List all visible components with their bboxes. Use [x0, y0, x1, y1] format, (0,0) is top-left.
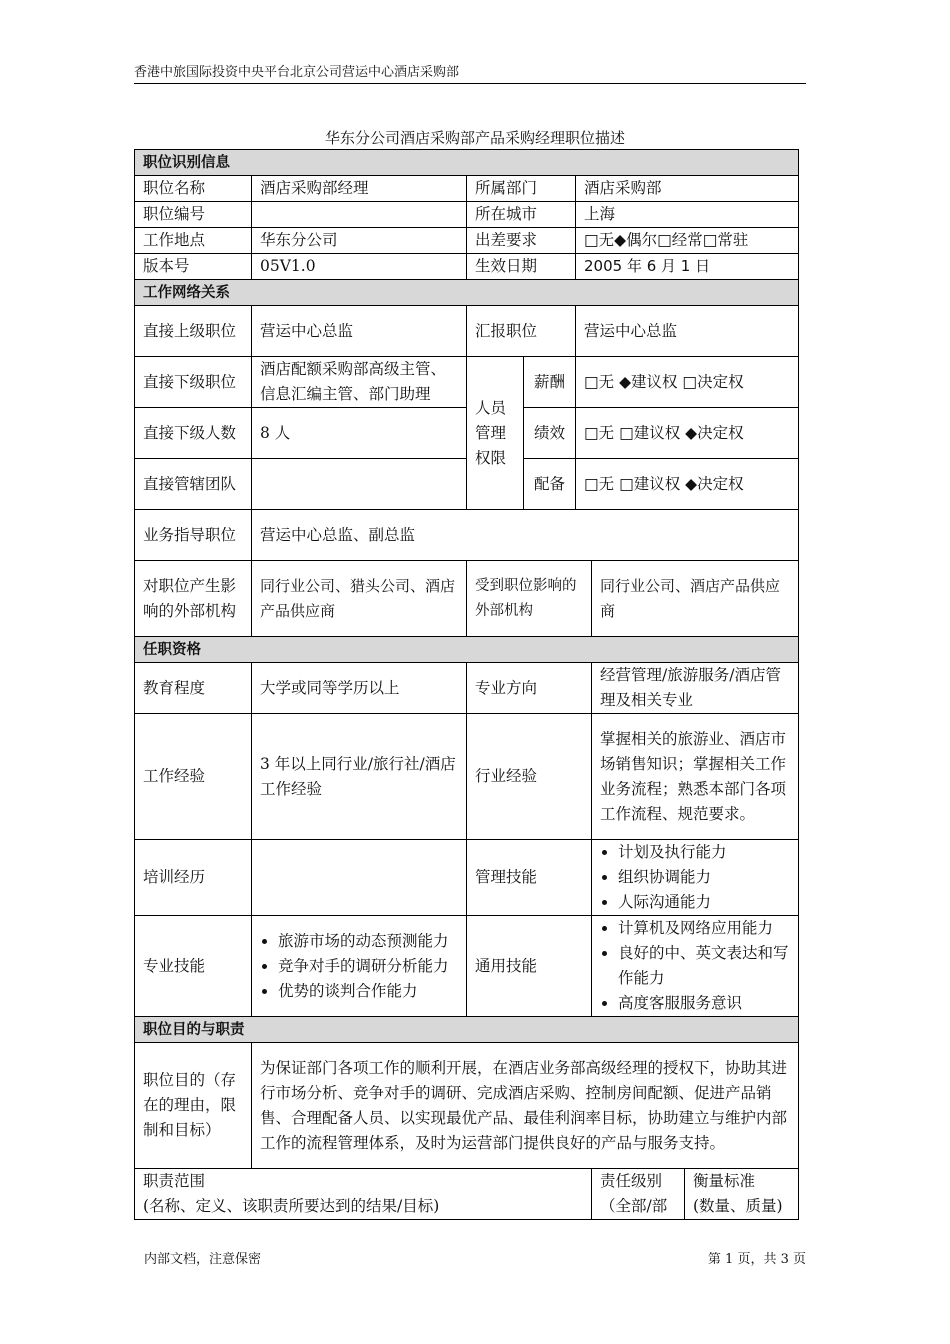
section-purpose: 职位目的与职责	[135, 1017, 799, 1043]
education-value: 大学或同等学历以上	[252, 663, 467, 714]
department-value: 酒店采购部	[576, 176, 799, 202]
headcount-value: 8 人	[252, 408, 467, 459]
education-label: 教育程度	[135, 663, 252, 714]
measure-desc: (数量、质量)	[693, 1197, 783, 1215]
location-label: 工作地点	[135, 228, 252, 254]
list-item: • 组织协调能力	[618, 865, 790, 890]
superior-value: 营运中心总监	[252, 306, 467, 357]
section-identification: 职位识别信息	[135, 150, 799, 176]
mgmt-skills-label: 管理技能	[467, 840, 592, 916]
level-desc: （全部/部	[600, 1197, 668, 1215]
list-item: • 高度客服服务意识	[618, 991, 790, 1016]
travel-label: 出差要求	[467, 228, 576, 254]
page-header: 香港中旅国际投资中央平台北京公司营运中心酒店采购部	[134, 65, 460, 80]
list-item: • 计划及执行能力	[618, 840, 790, 865]
industry-value: 掌握相关的旅游业、酒店市场销售知识；掌握相关工作业务流程；熟悉本部门各项工作流程、规范要求。	[592, 714, 799, 840]
team-label: 直接管辖团队	[135, 459, 252, 510]
level-label: 责任级别	[600, 1172, 663, 1190]
document-title: 华东分公司酒店采购部产品采购经理职位描述	[324, 129, 625, 147]
performance-label: 绩效	[524, 408, 576, 459]
version-label: 版本号	[135, 254, 252, 280]
general-skills-list	[592, 916, 799, 1017]
level-header	[592, 1169, 685, 1220]
section-network: 工作网络关系	[135, 280, 799, 306]
training-label: 培训经历	[135, 840, 252, 916]
influenced-label: 受到职位影响的外部机构	[467, 561, 592, 637]
influence-out-label: 对职位产生影响的外部机构	[135, 561, 252, 637]
superior-label: 直接上级职位	[135, 306, 252, 357]
report-value: 营运中心总监	[576, 306, 799, 357]
effective-date-label: 生效日期	[467, 254, 576, 280]
city-label: 所在城市	[467, 202, 576, 228]
location-value: 华东分公司	[252, 228, 467, 254]
pro-skills-label: 专业技能	[135, 916, 252, 1017]
staffing-label: 配备	[524, 459, 576, 510]
list-item: • 良好的中、英文表达和写作能力	[618, 941, 790, 991]
footer-confidential: 内部文档，注意保密	[144, 1252, 262, 1267]
scope-label: 职责范围	[143, 1172, 206, 1190]
mgmt-skills-list	[592, 840, 799, 916]
subordinate-label: 直接下级职位	[135, 357, 252, 408]
staffing-value: □无 □建议权 ◆决定权	[576, 459, 799, 510]
major-label: 专业方向	[467, 663, 592, 714]
experience-value: 3 年以上同行业/旅行社/酒店工作经验	[252, 714, 467, 840]
purpose-label: 职位目的（存在的理由，限制和目标）	[135, 1043, 252, 1169]
performance-value: □无 □建议权 ◆决定权	[576, 408, 799, 459]
version-value: 05V1.0	[252, 254, 467, 280]
guidance-label: 业务指导职位	[135, 510, 252, 561]
pro-skills-list	[252, 916, 467, 1017]
scope-desc: (名称、定义、该职责所要达到的结果/目标)	[143, 1197, 440, 1215]
team-value	[252, 459, 467, 510]
industry-label: 行业经验	[467, 714, 592, 840]
salary-label: 薪酬	[524, 357, 576, 408]
travel-value: □无◆偶尔□经常□常驻	[576, 228, 799, 254]
headcount-label: 直接下级人数	[135, 408, 252, 459]
footer-page-number: 第 1 页，共 3 页	[707, 1252, 806, 1267]
authority-label: 人员管理权限	[467, 357, 524, 510]
report-label: 汇报职位	[467, 306, 576, 357]
job-description-table	[134, 149, 799, 1220]
general-skills-label: 通用技能	[467, 916, 592, 1017]
list-item: • 人际沟通能力	[618, 890, 790, 915]
salary-value: □无 ◆建议权 □决定权	[576, 357, 799, 408]
list-item: • 计算机及网络应用能力	[618, 916, 790, 941]
department-label: 所属部门	[467, 176, 576, 202]
measure-header	[685, 1169, 799, 1220]
guidance-value: 营运中心总监、副总监	[252, 510, 799, 561]
experience-label: 工作经验	[135, 714, 252, 840]
section-qualifications: 任职资格	[135, 637, 799, 663]
subordinate-value: 酒店配额采购部高级主管、信息汇编主管、部门助理	[252, 357, 467, 408]
purpose-text: 为保证部门各项工作的顺利开展，在酒店业务部高级经理的授权下，协助其进行市场分析、竞争对手的调研、完成酒店采购、控制房间配额、促进产品销售、合理配备人员、以实现最优产品、最佳利润率目标，协助建立与维护内部工作的流程管理体系，及时为运营部门提供良好的产品与服务支持。	[252, 1043, 799, 1169]
position-name-value: 酒店采购部经理	[252, 176, 467, 202]
influenced-value: 同行业公司、酒店产品供应商	[592, 561, 799, 637]
position-no-label: 职位编号	[135, 202, 252, 228]
effective-date-value: 2005 年 6 月 1 日	[576, 254, 799, 280]
list-item: • 竞争对手的调研分析能力	[278, 954, 458, 979]
list-item: • 优势的谈判合作能力	[278, 979, 458, 1004]
training-value	[252, 840, 467, 916]
header-divider	[134, 83, 806, 84]
list-item: • 旅游市场的动态预测能力	[278, 929, 458, 954]
position-name-label: 职位名称	[135, 176, 252, 202]
major-value: 经营管理/旅游服务/酒店管理及相关专业	[592, 663, 799, 714]
measure-label: 衡量标准	[693, 1172, 756, 1190]
scope-header	[135, 1169, 592, 1220]
city-value: 上海	[576, 202, 799, 228]
influence-out-value: 同行业公司、猎头公司、酒店产品供应商	[252, 561, 467, 637]
position-no-value	[252, 202, 467, 228]
